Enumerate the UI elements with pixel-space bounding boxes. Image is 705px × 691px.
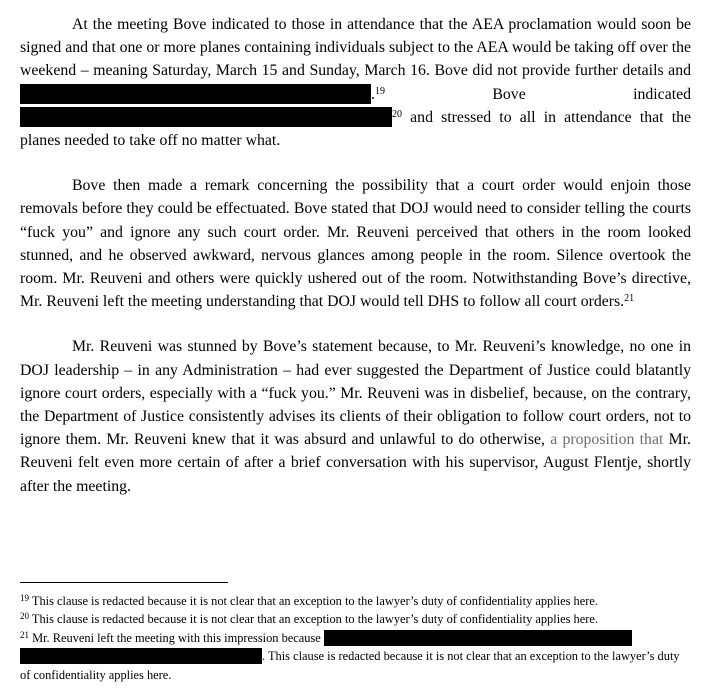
p3-text-2: Mr. Reuveni felt even more certain of after a brief conversation with his supervisor, August Flentje, shortly after the meeting. — [20, 431, 691, 495]
footnote-19-marker: 19 — [20, 593, 29, 603]
document-body — [20, 13, 691, 520]
footnote-ref-20: 20 — [392, 108, 402, 120]
paragraph-reuveni-reaction — [20, 335, 691, 497]
footnote-19-text: This clause is redacted because it is not clear that an exception to the lawyer’s duty of confidentiality applies here. — [29, 594, 598, 608]
footnote-21 — [20, 629, 691, 684]
footnote-ref-19: 19 — [374, 85, 385, 97]
paragraph-court-order-remark — [20, 174, 691, 313]
footnote-ref-21: 21 — [624, 293, 635, 305]
footnotes-section — [20, 582, 691, 684]
p1-text-2: Bove indicated — [384, 85, 691, 103]
p1-text-1: At the meeting Bove indicated to those in attendance that the AEA proclamation would soon be signed and that one or more planes containing individuals subject to the AEA would be taking off over the weekend – meaning Saturday, March 15 and Sunday, March 16. Bove did not provide further details and — [20, 16, 691, 80]
p3-gray-phrase: a proposition that — [550, 431, 664, 449]
footnote-19 — [20, 592, 691, 610]
footnote-21-text-1: Mr. Reuveni left the meeting with this impression because — [29, 630, 324, 645]
p2-text: Bove then made a remark concerning the possibility that a court order would enjoin those removals before they could be effectuated. Bove stated that DOJ would need to consider telling the courts “fuck you” and ignore any such court order. Mr. Reuveni perceived that others in the room looked stunned, and he observed awkward, nervous glances among people in the room. Silence overtook the room. Mr. Reuveni and others were quickly ushered out of the room. Notwithstanding Bove’s directive, Mr. Reuveni left the meeting understanding that DOJ would tell DHS to follow all court orders. — [20, 177, 691, 311]
footnote-21-text-2: . This clause is redacted because it is not clear that an exception to the lawyer’s duty of confidentiality applies here. — [20, 649, 680, 682]
redaction-bar-2 — [20, 107, 392, 127]
p3-text-1: Mr. Reuveni was stunned by Bove’s statement because, to Mr. Reuveni’s knowledge, no one in DOJ leadership – in any Administration – had ever suggested the Department of Justice could blatantly ignore court orders, especially with a “fuck you.” Mr. Reuveni was in disbelief, because, on the contrary, the Department of Justice consistently advises its clients of their obligation to follow court orders, not to ignore them. Mr. Reuveni knew that it was absurd and unlawful to do otherwise, — [20, 338, 691, 449]
footnote-21-marker: 21 — [20, 629, 29, 640]
footnote-20-marker: 20 — [20, 611, 29, 622]
redaction-bar-4 — [20, 648, 262, 664]
redaction-bar-3 — [324, 630, 632, 646]
footnote-separator — [20, 582, 228, 583]
footnote-20 — [20, 610, 691, 628]
footnote-20-text: This clause is redacted because it is not clear that an exception to the lawyer’s duty of confidentiality applies here. — [29, 612, 598, 627]
paragraph-meeting-announcement — [20, 13, 691, 152]
p1-period: . — [371, 85, 375, 103]
p1-text-3: and stressed to all in attendance that the planes needed to take off no matter what. — [20, 108, 691, 150]
redaction-bar-1 — [20, 84, 371, 104]
